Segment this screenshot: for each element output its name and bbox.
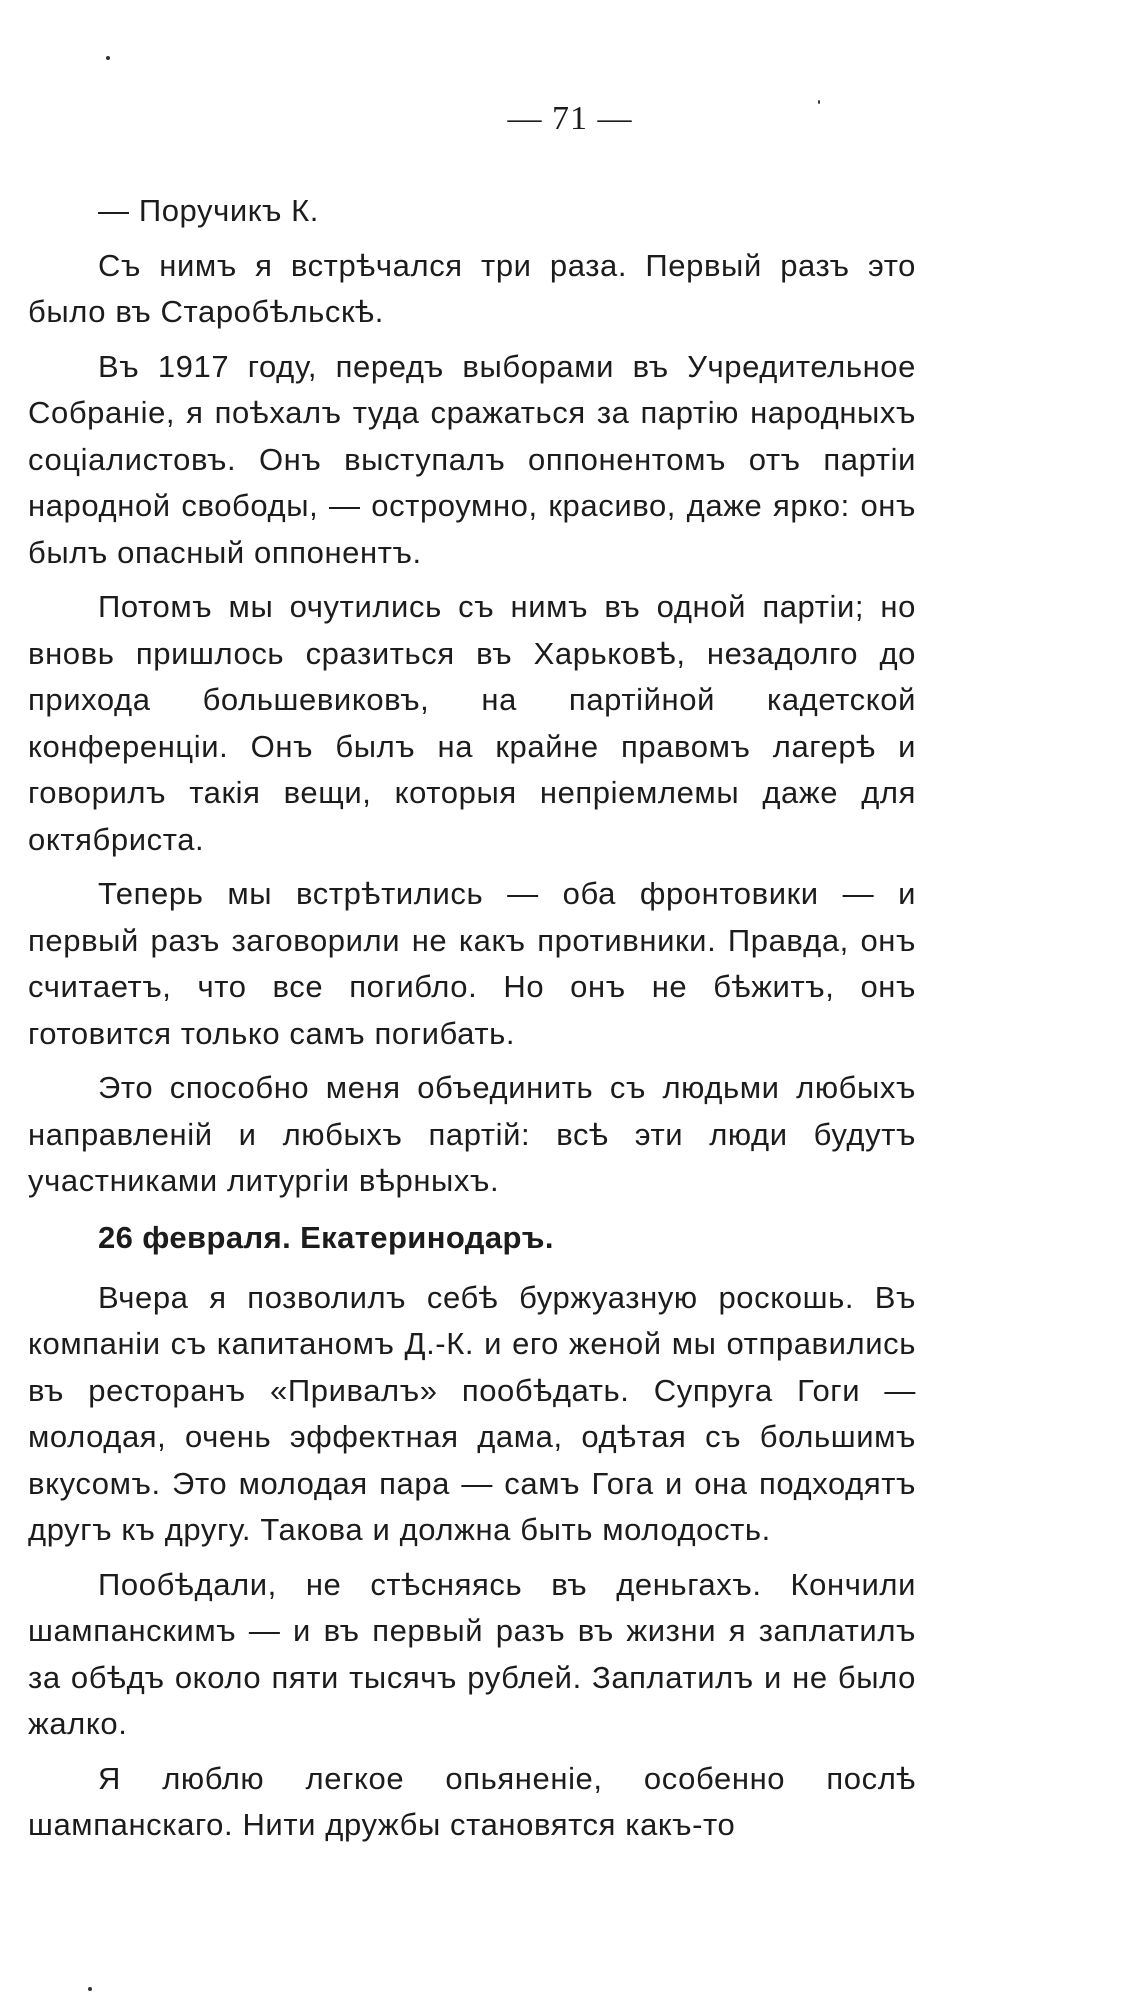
paragraph: Вчера я позволилъ себѣ буржуазную роскошь. Въ компаніи съ капитаномъ Д.-К. и его женой мы отправились въ ресторанъ «Привалъ» пообѣдать. Супруга Гоги — молодая, очень эффектная дама, одѣтая съ большимъ вкусомъ. Это молодая пара — самъ Гога и она подходятъ другъ къ другу. Такова и должна быть молодость.: [28, 1279, 916, 1547]
paragraph: Потомъ мы очутились съ нимъ въ одной партіи; но вновь пришлось сразиться въ Харьковѣ, незадолго до прихода большевиковъ, на партійной кадетской конференціи. Онъ былъ на крайне правомъ лагерѣ и говорилъ такія вещи, которыя непріемлемы даже для октябриста.: [28, 589, 916, 857]
print-speck: [106, 56, 110, 60]
paragraph: Съ нимъ я встрѣчался три раза. Первый разъ это было въ Старобѣльскѣ.: [28, 247, 916, 329]
paragraph: Пообѣдали, не стѣсняясь въ деньгахъ. Кончили шампанскимъ — и въ первый разъ въ жизни я заплатилъ за обѣдъ около пяти тысячъ рублей. Заплатилъ и не было жалко.: [28, 1566, 916, 1741]
paragraph: — Поручикъ К.: [98, 193, 320, 228]
paragraph: Я люблю легкое опьяненіе, особенно послѣ шампанскаго. Нити дружбы становятся какъ-то: [28, 1760, 916, 1842]
paragraph: Это способно меня объединить съ людьми любыхъ направленій и любыхъ партій: всѣ эти люди будутъ участниками литургіи вѣрныхъ.: [28, 1070, 916, 1198]
paragraph: Теперь мы встрѣтились — оба фронтовики — и первый разъ заговорили не какъ противники. Правда, онъ считаетъ, что все погибло. Но онъ не бѣжитъ, онъ готовится только самъ погибать.: [28, 876, 916, 1051]
date-heading: 26 февраля. Екатеринодаръ.: [98, 1219, 554, 1255]
print-speck: [88, 1987, 92, 1991]
paragraph: Въ 1917 году, передъ выборами въ Учредительное Собраніе, я поѣхалъ туда сражаться за партію народныхъ соціалистовъ. Онъ выступалъ оппонентомъ отъ партіи народной свободы, — остроумно, красиво, даже ярко: онъ былъ опасный оппонентъ.: [28, 348, 916, 570]
page-number: — 71 —: [507, 100, 633, 137]
print-speck: [818, 100, 820, 104]
page-text: [28, 188, 916, 1857]
